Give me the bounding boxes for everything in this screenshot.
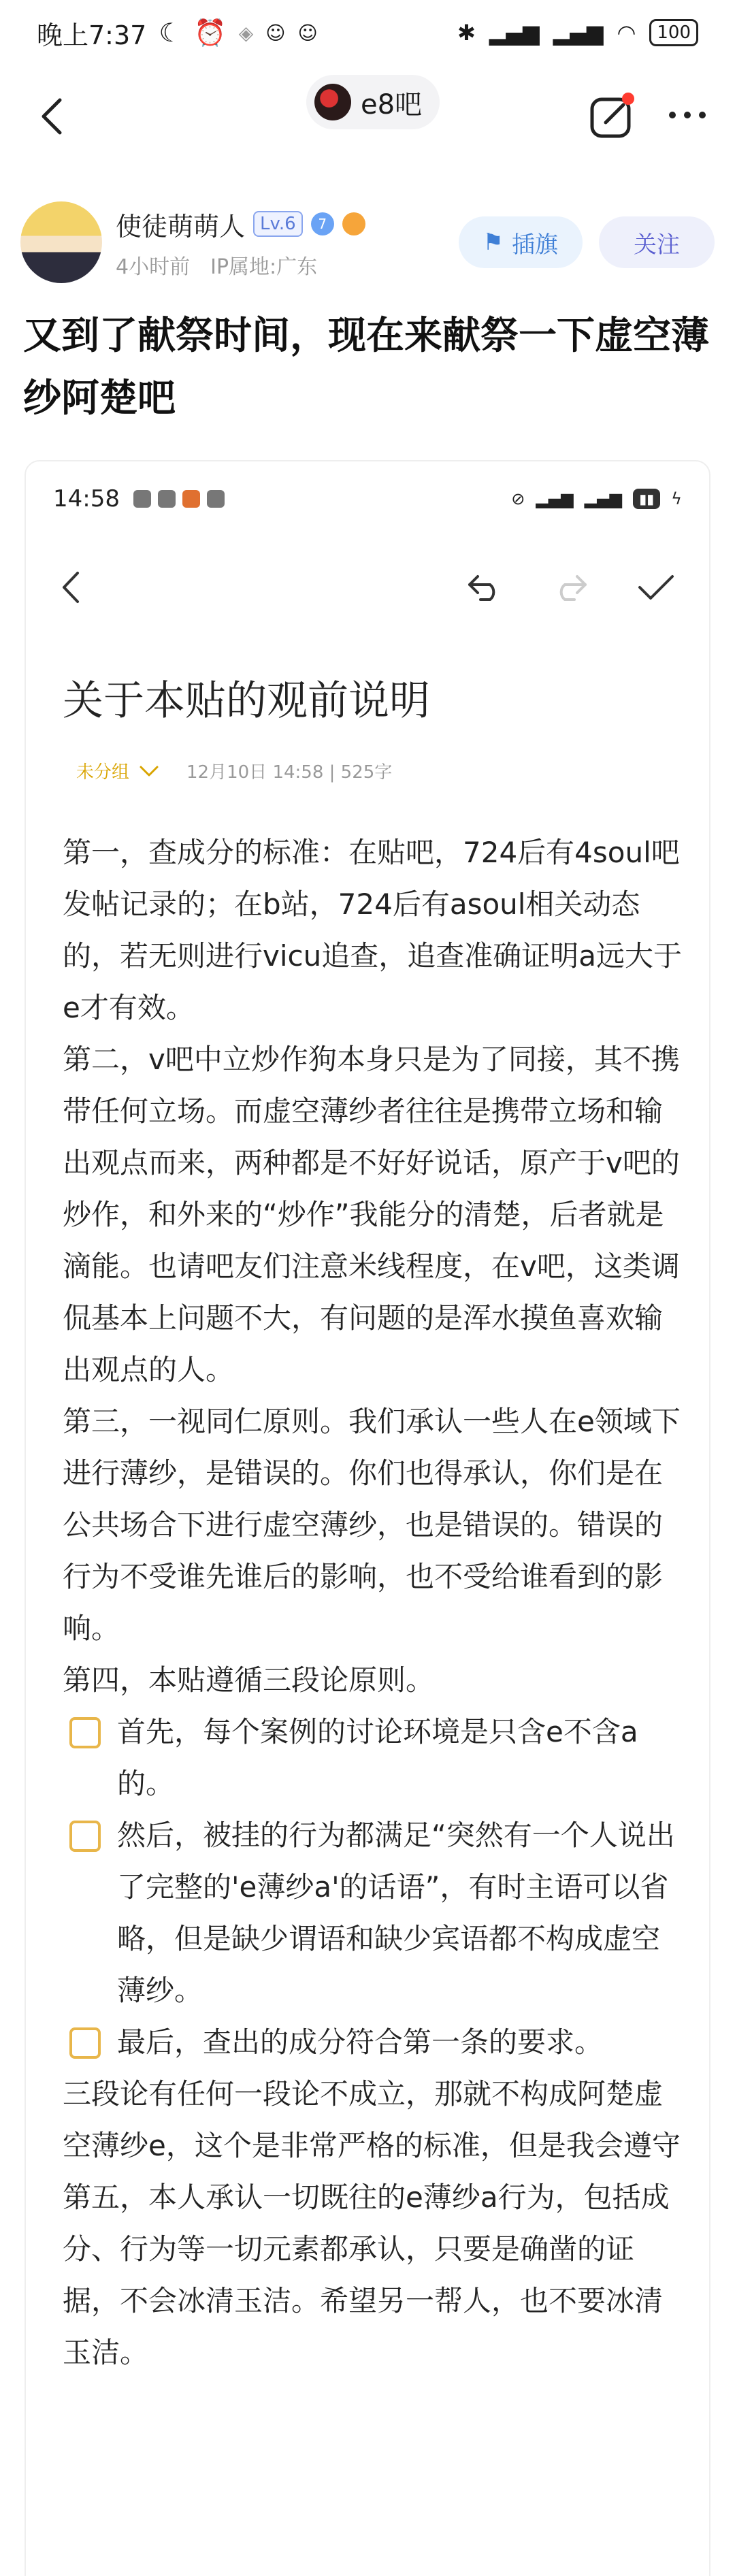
forum-chip[interactable]: [306, 75, 440, 129]
notification-dot: [622, 93, 634, 105]
inner-status-bar: [26, 461, 709, 536]
paragraph: 第三，一视同仁原则。我们承认一些人在e领域下进行薄纱，是错误的。你们也得承认，你们是在公共场合下进行虚空薄纱，也是错误的。错误的行为不受谁先谁后的影响，也不受给谁看到的影响。: [63, 1405, 681, 1645]
status-bar: [0, 0, 735, 65]
moon-icon: ☾: [159, 18, 182, 48]
check-icon[interactable]: [637, 572, 675, 602]
chevron-left-icon[interactable]: [60, 570, 80, 604]
more-button[interactable]: [667, 110, 708, 123]
game-badge-icon: [342, 212, 365, 235]
follow-button[interactable]: 关注: [599, 216, 715, 268]
group-selector[interactable]: [76, 758, 159, 783]
forum-avatar: [314, 84, 351, 120]
ip-location: IP属地:广东: [210, 255, 318, 279]
author-name[interactable]: 使徒萌萌人: [116, 211, 246, 242]
battery-icon: ▮▮: [633, 489, 660, 509]
undo-icon[interactable]: [466, 572, 504, 602]
checkbox[interactable]: [69, 1717, 101, 1748]
forum-name: e8吧: [361, 88, 423, 120]
post-title: 又到了献祭时间，现在来献祭一下虚空薄纱阿楚吧: [23, 314, 709, 421]
level-badge: Lv.6: [253, 211, 303, 237]
redo-icon[interactable]: [551, 572, 589, 602]
bluetooth-icon: ✱: [457, 20, 476, 46]
flag-label: 插旗: [512, 231, 558, 259]
status-time: 晚上7:37: [37, 20, 147, 50]
diamond-badge-icon: 7: [311, 212, 334, 235]
doc-body: [63, 827, 685, 2379]
back-button[interactable]: [27, 89, 75, 144]
more-icon: [667, 110, 708, 120]
doc-date-count: 12月10日 14:58 | 525字: [186, 762, 393, 783]
signal-icon: ▂▄▆: [536, 489, 574, 508]
checkbox[interactable]: [69, 1821, 101, 1852]
app-icon: [158, 490, 176, 508]
paragraph: 第五，本人承认一切既往的e薄纱a行为，包括成分、行为等一切元素都承认，只要是确凿的证据，不会冰清玉洁。希望另一帮人，也不要冰清玉洁。: [63, 2181, 670, 2369]
shield-icon: ◈: [238, 21, 254, 44]
alarm-icon: ⏰: [194, 17, 227, 48]
todo-item: [69, 1810, 685, 2017]
doc-meta: [76, 758, 709, 783]
post-time: 4小时前: [116, 255, 191, 279]
inner-status-time: 14:58: [53, 485, 120, 512]
app-icon: [207, 490, 225, 508]
todo-text: 最后，查出的成分符合第一条的要求。: [117, 2025, 604, 2059]
todo-text: 首先，每个案例的讨论环境是只含e不含a的。: [117, 1715, 638, 1800]
battery-indicator: 100: [649, 19, 698, 46]
flag-button[interactable]: [459, 216, 583, 268]
post-image[interactable]: [24, 460, 710, 2576]
app-icon: [133, 490, 151, 508]
checkbox[interactable]: [69, 2027, 101, 2059]
wifi-icon: ◠: [617, 20, 636, 46]
todo-text: 然后，被挂的行为都满足“突然有一个人说出了完整的'e薄纱a'的话语”，有时主语可以省略，但是缺少谓语和缺少宾语都不构成虚空薄纱。: [117, 1819, 675, 2007]
edit-button[interactable]: [588, 93, 636, 140]
group-label: 未分组: [76, 762, 130, 783]
paragraph: 第一，查成分的标准：在贴吧，724后有4soul吧发帖记录的；在b站，724后有asoul相关动态的，若无则进行vicu追查，追查准确证明a远大于e才有效。: [63, 836, 682, 1024]
paragraph: 三段论有任何一段论不成立，那就不构成阿楚虚空薄纱e，这个是非常严格的标准，但是我会遵守: [63, 2077, 681, 2162]
mute-icon: ⊘: [511, 489, 525, 508]
signal-icon-2: ▂▄▆: [553, 20, 604, 46]
chevron-left-icon: [39, 97, 63, 135]
flag-icon: ⚑: [483, 229, 504, 256]
signal-icon: ▂▄▆: [489, 20, 540, 46]
emoji-icon-2: ☺: [297, 21, 318, 44]
app-icon: [182, 490, 200, 508]
paragraph: 第四，本贴遵循三段论原则。: [63, 1663, 435, 1697]
todo-item: [69, 1706, 685, 1810]
signal-icon-2: ▂▄▆: [584, 489, 623, 508]
avatar[interactable]: [20, 201, 102, 283]
doc-title: 关于本贴的观前说明: [63, 677, 430, 725]
charging-icon: ϟ: [671, 489, 682, 508]
paragraph: 第二，v吧中立炒作狗本身只是为了同接，其不携带任何立场。而虚空薄纱者往往是携带立场和输出观点而来，两种都是不好好说话，原产于v吧的炒作，和外来的“炒作”我能分的清楚，后者就是滴能。也请吧友们注意米线程度，在v吧，这类调侃基本上问题不大，有问题的是浑水摸鱼喜欢输出观点的人。: [63, 1043, 680, 1386]
chevron-down-icon: [139, 765, 159, 777]
editor-toolbar: [26, 536, 709, 638]
author-row: [20, 195, 715, 290]
todo-item: [69, 2017, 685, 2068]
emoji-icon: ☺: [265, 21, 286, 44]
